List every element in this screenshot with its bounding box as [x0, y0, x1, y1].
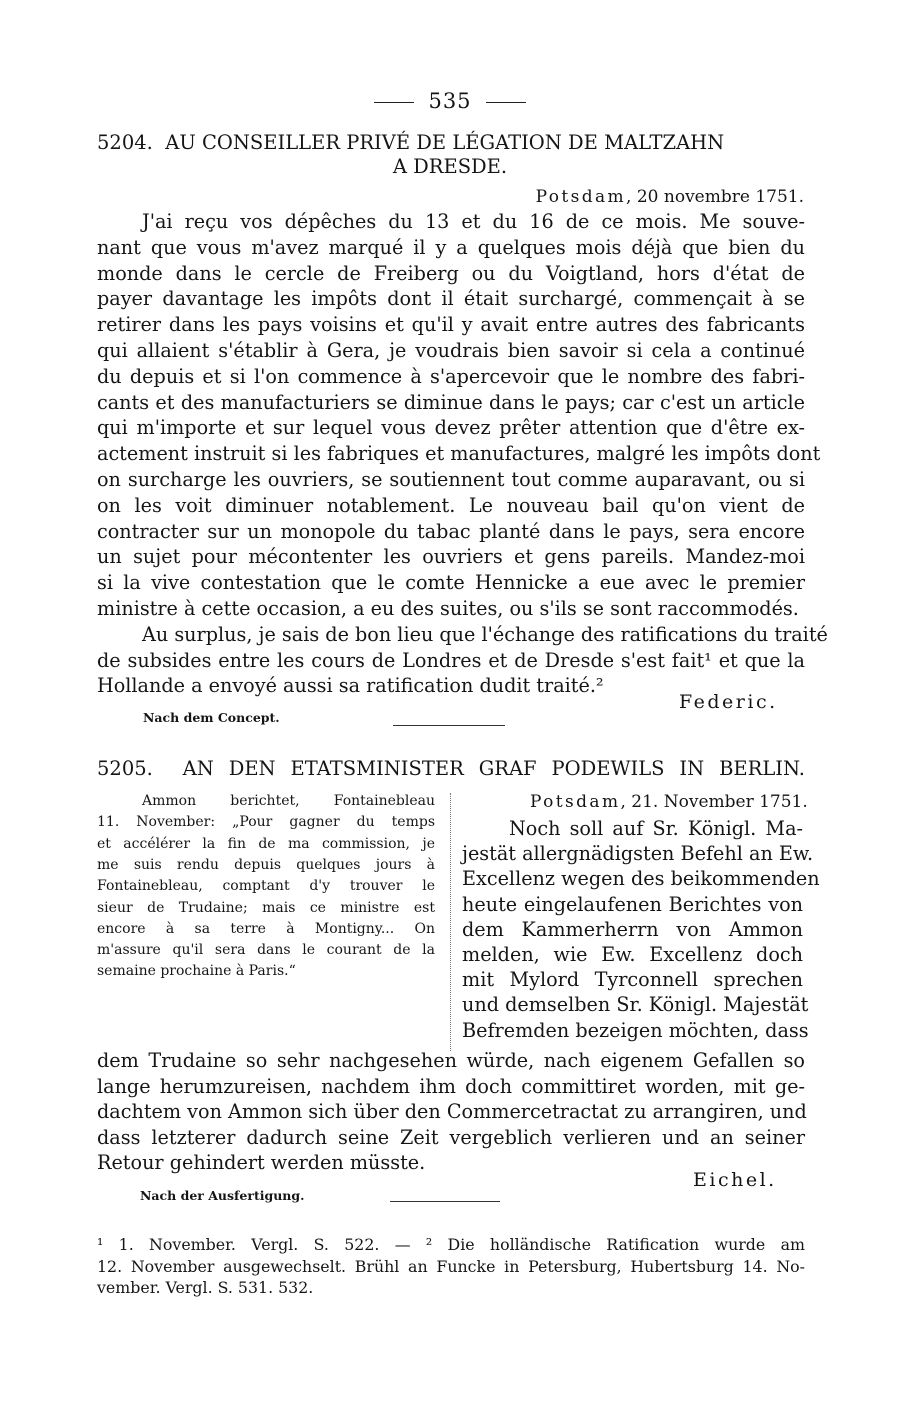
paragraph-line: nant que vous m'avez marqué il y a quelques mois déjà que bien du: [97, 235, 805, 259]
summary-line: me suis rendu depuis quelques jours à: [97, 856, 435, 873]
paragraph-line: qui m'importe et sur lequel vous devez prêter attention que d'être ex-: [97, 416, 805, 440]
footnote-line: ¹ 1. November. Vergl. S. 522. — ² Die holländische Ratification wurde am: [97, 1235, 805, 1254]
paragraph-line: dachtem von Ammon sich über den Commercetractat zu arrangiren, und: [97, 1100, 807, 1124]
summary-line: sieur de Trudaine; mais ce ministre est: [97, 899, 435, 916]
right-column-line: Excellenz wegen des beikommenden: [462, 867, 820, 891]
letter-5204-heading-line2: A DRESDE.: [392, 155, 508, 178]
paragraph-line: lange herumzureisen, nachdem ihm doch committiret worden, mit ge-: [97, 1074, 805, 1098]
separator-rule-2: [390, 1201, 500, 1202]
right-column-line: und demselben Sr. Königl. Majestät: [462, 993, 809, 1017]
right-column-line: melden, wie Ew. Excellenz doch: [462, 943, 803, 966]
paragraph-line: Au surplus, je sais de bon lieu que l'échange des ratifications du traité: [142, 622, 828, 646]
paragraph-line: qui allaient s'établir à Gera, je voudrais bien savoir si cela a continué: [97, 339, 805, 362]
paragraph-line: dass letzterer dadurch seine Zeit vergeblich verlieren und an seiner: [97, 1125, 805, 1149]
letter-5205-number: 5205.: [97, 757, 153, 780]
separator-rule-1: [393, 725, 505, 726]
right-column-line: mit Mylord Tyrconnell sprechen: [462, 968, 803, 992]
paragraph-line: dem Trudaine so sehr nachgesehen würde, nach eigenem Gefallen so: [97, 1049, 805, 1072]
right-column-line: Noch soll auf Sr. Königl. Ma-: [509, 817, 803, 840]
paragraph-line: du depuis et si l'on commence à s'apercevoir que le nombre des fabri-: [97, 364, 805, 388]
page-number-dash-left: [374, 102, 414, 103]
letter-5205-signature: Eichel.: [693, 1169, 777, 1191]
footnote-line: 12. November ausgewechselt. Brühl an Funcke in Petersburg, Hubertsburg 14. No-: [97, 1256, 805, 1276]
paragraph-line: payer davantage les impôts dont il était surchargé, commençait à se: [97, 287, 805, 311]
summary-line: m'assure qu'il sera dans le courant de la: [97, 942, 435, 959]
summary-line: 11. November: „Pour gagner du temps: [97, 814, 435, 831]
paragraph-line: Retour gehindert werden müsste.: [97, 1151, 426, 1175]
letter-5205-place: Potsdam: [530, 792, 621, 812]
right-column-line: Befremden bezeigen möchten, dass: [462, 1018, 809, 1042]
letter-5205-date: , 21. November 1751.: [620, 792, 808, 812]
paragraph-line: cants et des manufacturiers se diminue dans le pays; car c'est un article: [97, 390, 805, 414]
right-column-line: dem Kammerherrn von Ammon: [462, 917, 803, 941]
paragraph-line: ministre à cette occasion, a eu des suites, ou s'ils se sont raccommodés.: [97, 597, 799, 620]
page-number-text: 535: [428, 89, 472, 113]
letter-5205-heading: [97, 757, 805, 781]
summary-line: encore à sa terre à Montigny... On: [97, 920, 435, 937]
letter-5204-source: Nach dem Concept.: [143, 710, 280, 725]
page-number: [0, 88, 900, 114]
letter-5205-dateline: [530, 791, 808, 813]
right-column-line: heute eingelaufenen Berichtes von: [462, 892, 803, 916]
letter-5204-number: 5204.: [97, 131, 153, 154]
paragraph-line: si la vive contestation que le comte Hennicke a eue avec le premier: [97, 571, 805, 595]
footnote-line: vember. Vergl. S. 531. 532.: [97, 1278, 314, 1297]
letter-5204-heading: [97, 131, 724, 155]
paragraph-line: actement instruit si les fabriques et manufactures, malgré les impôts dont: [97, 442, 821, 466]
letter-5204-signature: Federic.: [679, 691, 778, 713]
paragraph-line: on surcharge les ouvriers, se soutiennent tout comme auparavant, ou si: [97, 468, 805, 491]
paragraph-line: retirer dans les pays voisins et qu'il y avait entre autres des fabricants: [97, 313, 805, 337]
letter-5205-heading-text: AN DEN ETATSMINISTER GRAF PODEWILS IN BERLIN.: [182, 757, 805, 780]
paragraph-line: de subsides entre les cours de Londres et de Dresde s'est fait¹ et que la: [97, 648, 805, 672]
paragraph-line: contracter sur un monopole du tabac planté dans le pays, sera encore: [97, 519, 805, 543]
page-number-dash-right: [486, 102, 526, 103]
summary-line: Ammon berichtet, Fontainebleau: [142, 793, 435, 809]
letter-5204-heading-line1: AU CONSEILLER PRIVÉ DE LÉGATION DE MALTZAHN: [165, 131, 725, 154]
letter-5205-source: Nach der Ausfertigung.: [140, 1188, 305, 1203]
paragraph-line: J'ai reçu vos dépêches du 13 et du 16 de ce mois. Me souve-: [142, 210, 805, 233]
paragraph-line: monde dans le cercle de Freiberg ou du Voigtland, hors d'état de: [97, 261, 805, 285]
paragraph-line: on les voit diminuer notablement. Le nouveau bail qu'on vient de: [97, 493, 805, 517]
summary-line: semaine prochaine à Paris.“: [97, 963, 296, 980]
column-divider: [450, 793, 451, 1051]
summary-line: et accélérer la fin de ma commission, je: [97, 835, 435, 852]
right-column-line: jestät allergnädigsten Befehl an Ew.: [462, 842, 814, 866]
letter-5204-place: Potsdam: [535, 187, 627, 207]
paragraph-line: un sujet pour mécontenter les ouvriers et gens pareils. Mandez-moi: [97, 545, 805, 569]
summary-line: Fontainebleau, comptant d'y trouver le: [97, 878, 435, 895]
letter-5204-date: , 20 novembre 1751.: [626, 187, 804, 207]
letter-5204-dateline: [536, 186, 804, 208]
paragraph-line: Hollande a envoyé aussi sa ratification dudit traité.²: [97, 674, 604, 698]
